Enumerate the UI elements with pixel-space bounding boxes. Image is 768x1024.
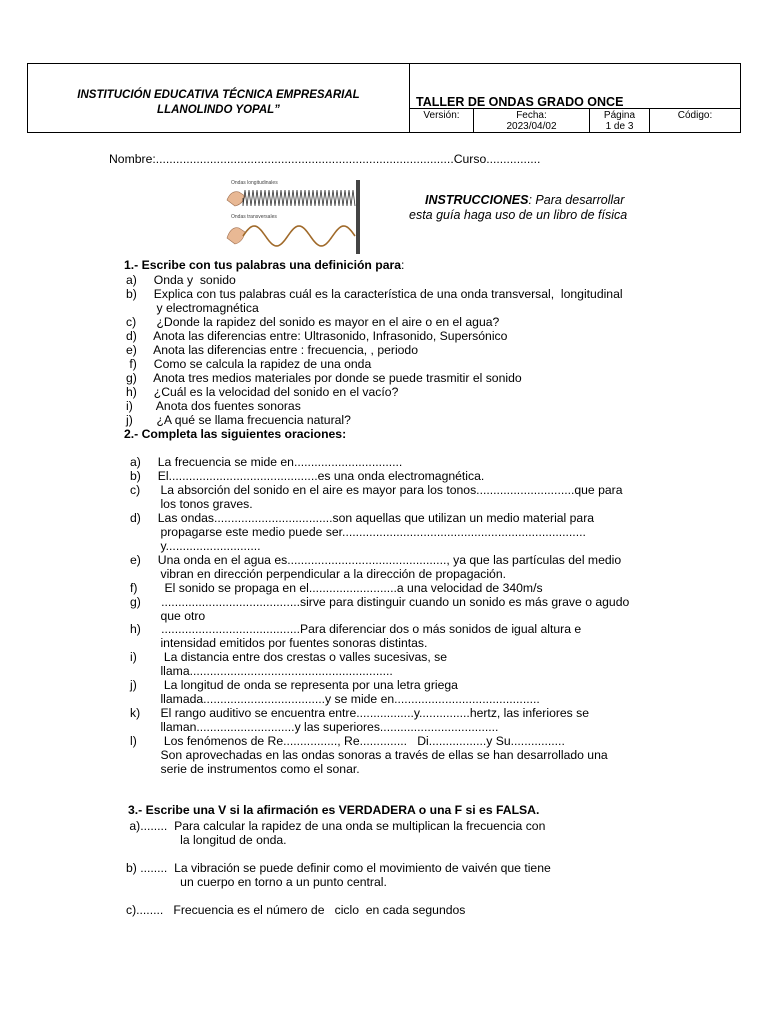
list-item: intensidad emitidos por fuentes sonoras distintas. (130, 636, 428, 650)
instructions-text-1: : Para desarrollar (528, 193, 625, 207)
list-item: c) ¿Donde la rapidez del sonido es mayor en el aire o en el agua? (126, 315, 500, 329)
waves-illustration (225, 178, 365, 255)
meta-row (410, 109, 740, 132)
worksheet-title: TALLER DE ONDAS GRADO ONCE (410, 64, 740, 109)
section-1-title-text: 1.- Escribe con tus palabras una definición para (124, 258, 402, 272)
list-item: f) El sonido se propaga en el..........................a una velocidad de 340m/s (130, 581, 543, 595)
list-item: llama............................................................ (130, 664, 393, 678)
header-table (27, 63, 741, 133)
list-item: e) Anota las diferencias entre : frecuencia, , periodo (126, 343, 418, 357)
list-item: h) ¿Cuál es la velocidad del sonido en el vacío? (126, 385, 399, 399)
list-item: a) La frecuencia se mide en................................ (130, 455, 403, 469)
list-item: d) Las ondas...................................son aquellas que utilizan un medio material para (130, 511, 595, 525)
institution-line-1: INSTITUCIÓN EDUCATIVA TÉCNICA EMPRESARIAL (77, 89, 360, 101)
date-value: 2023/04/02 (506, 121, 557, 132)
list-item: l) Los fenómenos de Re................, Re.............. Di.................y Su................ (130, 734, 565, 748)
list-item: serie de instrumentos como el sonar. (130, 762, 360, 776)
hand-top-icon (227, 192, 245, 206)
list-item: j) La longitud de onda se representa por una letra griega (130, 678, 458, 692)
list-item: g) .........................................sirve para distinguir cuando un sonido es más grave o agudo (130, 595, 630, 609)
code-cell (650, 109, 740, 132)
list-item: y............................ (130, 539, 261, 553)
list-item: a)........ Para calcular la rapidez de una onda se multiplican la frecuencia con (126, 819, 546, 833)
list-item: b) Explica con tus palabras cuál es la característica de una onda transversal, longitudinal (126, 287, 623, 301)
rope-wave (243, 226, 355, 246)
list-item: Son aprovechadas en las ondas sonoras a través de ellas se han desarrollado una (130, 748, 608, 762)
date-label: Fecha: (516, 110, 547, 121)
list-item: los tonos graves. (130, 497, 253, 511)
hand-bottom-icon (227, 228, 245, 244)
list-item: g) Anota tres medios materiales por donde se puede trasmitir el sonido (126, 371, 522, 385)
list-item: y electromagnética (126, 301, 259, 315)
list-item: un cuerpo en torno a un punto central. (126, 875, 387, 889)
list-item: llamada....................................y se mide en........................................... (130, 692, 540, 706)
longitudinal-label: Ondas longitudinales (231, 180, 278, 186)
page-label: Página (603, 110, 636, 121)
section-3-title: 3.- Escribe una V si la afirmación es VERDADERA o una F si es FALSA. (128, 803, 540, 817)
list-item: h) .........................................Para diferenciar dos o más sonidos de igual altura e (130, 622, 582, 636)
name-course-line: Nombre:........................................................................................Curso................ (109, 152, 541, 166)
instructions-line-1 (425, 193, 624, 207)
section-1-title (124, 258, 404, 272)
list-item: i) La distancia entre dos crestas o valles sucesivas, se (130, 650, 448, 664)
institution-line-2: LLANOLINDO YOPAL” (157, 104, 280, 116)
transversal-label: Ondas transversales (231, 214, 277, 220)
list-item: e) Una onda en el agua es..............................................., ya que las partículas del medio (130, 553, 622, 567)
spring-wave (243, 190, 355, 206)
list-item: f) Como se calcula la rapidez de una onda (126, 357, 372, 371)
list-item: d) Anota las diferencias entre: Ultrasonido, Infrasonido, Supersónico (126, 329, 508, 343)
section-1-title-colon: : (401, 258, 405, 272)
list-item: propagarse este medio puede ser........................................................................ (130, 525, 586, 539)
institution-cell (28, 64, 410, 132)
list-item: a) Onda y sonido (126, 273, 236, 287)
list-item: vibran en dirección perpendicular a la dirección de propagación. (130, 567, 507, 581)
page-value: 1 de 3 (605, 121, 634, 132)
list-item: que otro (130, 609, 206, 623)
list-item: b) El............................................es una onda electromagnética. (130, 469, 485, 483)
date-cell (474, 109, 590, 132)
section-2-title: 2.- Completa las siguientes oraciones: (124, 427, 347, 441)
page-cell (590, 109, 650, 132)
list-item: c) La absorción del sonido en el aire es mayor para los tonos.............................que para (130, 483, 623, 497)
list-item: la longitud de onda. (126, 833, 287, 847)
list-item: j) ¿A qué se llama frecuencia natural? (126, 413, 351, 427)
instructions-label: INSTRUCCIONES (425, 193, 529, 207)
list-item: llaman.............................y las superiores................................... (130, 720, 499, 734)
title-cell (410, 64, 740, 132)
list-item: k) El rango auditivo se encuentra entre.................y...............hertz, las inferiores se (130, 706, 590, 720)
wall (356, 180, 360, 254)
list-item: b) ........ La vibración se puede definir como el movimiento de vaivén que tiene (126, 861, 551, 875)
code-label: Código: (677, 110, 713, 121)
version-cell (410, 109, 474, 132)
list-item: i) Anota dos fuentes sonoras (126, 399, 301, 413)
list-item: c)........ Frecuencia es el número de ciclo en cada segundos (126, 903, 466, 917)
instructions-line-2: esta guía haga uso de un libro de física (409, 208, 628, 222)
version-label: Versión: (423, 110, 460, 121)
